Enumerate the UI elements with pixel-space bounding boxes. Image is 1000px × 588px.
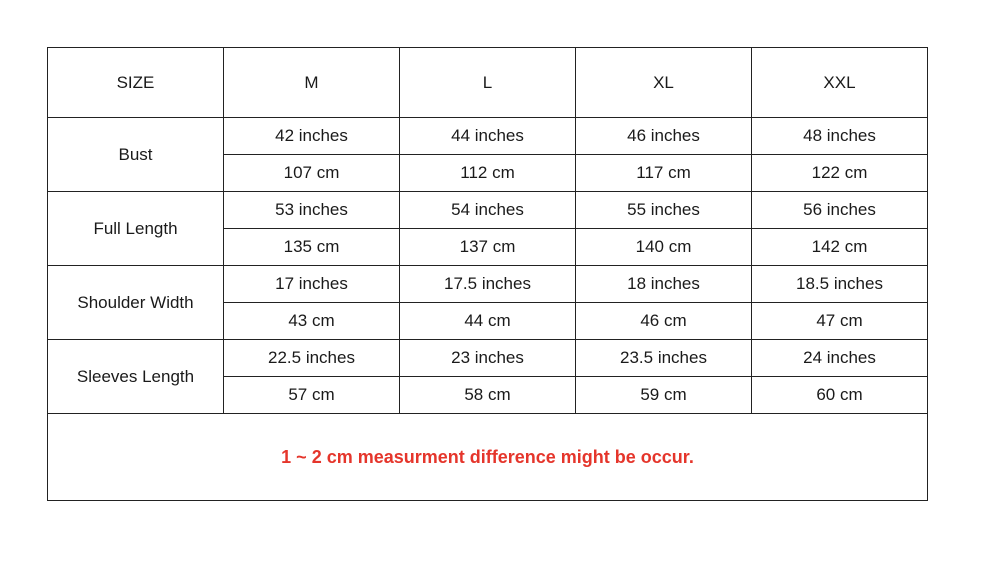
header-cell-l: L xyxy=(400,48,576,118)
table-cell: 44 inches xyxy=(400,118,576,155)
table-cell: 54 inches xyxy=(400,192,576,229)
table-cell: 122 cm xyxy=(752,155,928,192)
table-cell: 18 inches xyxy=(576,266,752,303)
header-cell-size: SIZE xyxy=(48,48,224,118)
row-label-sleeves-length: Sleeves Length xyxy=(48,340,224,414)
table-cell: 18.5 inches xyxy=(752,266,928,303)
table-cell: 60 cm xyxy=(752,377,928,414)
table-cell: 107 cm xyxy=(224,155,400,192)
table-cell: 48 inches xyxy=(752,118,928,155)
note-row xyxy=(48,414,928,501)
table-cell: 55 inches xyxy=(576,192,752,229)
table-cell: 44 cm xyxy=(400,303,576,340)
table-cell: 46 inches xyxy=(576,118,752,155)
table-cell: 112 cm xyxy=(400,155,576,192)
table-cell: 46 cm xyxy=(576,303,752,340)
header-row xyxy=(48,48,928,118)
sleeves-length-inches-row xyxy=(48,340,928,377)
table-cell: 53 inches xyxy=(224,192,400,229)
measurement-note: 1 ~ 2 cm measurment difference might be occur. xyxy=(281,446,694,467)
table-cell: 57 cm xyxy=(224,377,400,414)
table-cell: 17 inches xyxy=(224,266,400,303)
table-cell: 142 cm xyxy=(752,229,928,266)
row-label-full-length: Full Length xyxy=(48,192,224,266)
table-cell: 135 cm xyxy=(224,229,400,266)
table-cell: 43 cm xyxy=(224,303,400,340)
table-cell: 56 inches xyxy=(752,192,928,229)
row-label-shoulder-width: Shoulder Width xyxy=(48,266,224,340)
size-chart-table xyxy=(47,47,928,501)
table-cell: 117 cm xyxy=(576,155,752,192)
table-cell: 22.5 inches xyxy=(224,340,400,377)
header-cell-xxl: XXL xyxy=(752,48,928,118)
table-cell: 24 inches xyxy=(752,340,928,377)
table-cell: 17.5 inches xyxy=(400,266,576,303)
table-cell: 140 cm xyxy=(576,229,752,266)
measurement-note-cell xyxy=(48,414,928,501)
shoulder-width-inches-row xyxy=(48,266,928,303)
table-cell: 42 inches xyxy=(224,118,400,155)
table-cell: 58 cm xyxy=(400,377,576,414)
table-cell: 23 inches xyxy=(400,340,576,377)
table-cell: 59 cm xyxy=(576,377,752,414)
header-cell-m: M xyxy=(224,48,400,118)
full-length-inches-row xyxy=(48,192,928,229)
table-cell: 47 cm xyxy=(752,303,928,340)
row-label-bust: Bust xyxy=(48,118,224,192)
table-cell: 23.5 inches xyxy=(576,340,752,377)
bust-inches-row xyxy=(48,118,928,155)
header-cell-xl: XL xyxy=(576,48,752,118)
table-cell: 137 cm xyxy=(400,229,576,266)
